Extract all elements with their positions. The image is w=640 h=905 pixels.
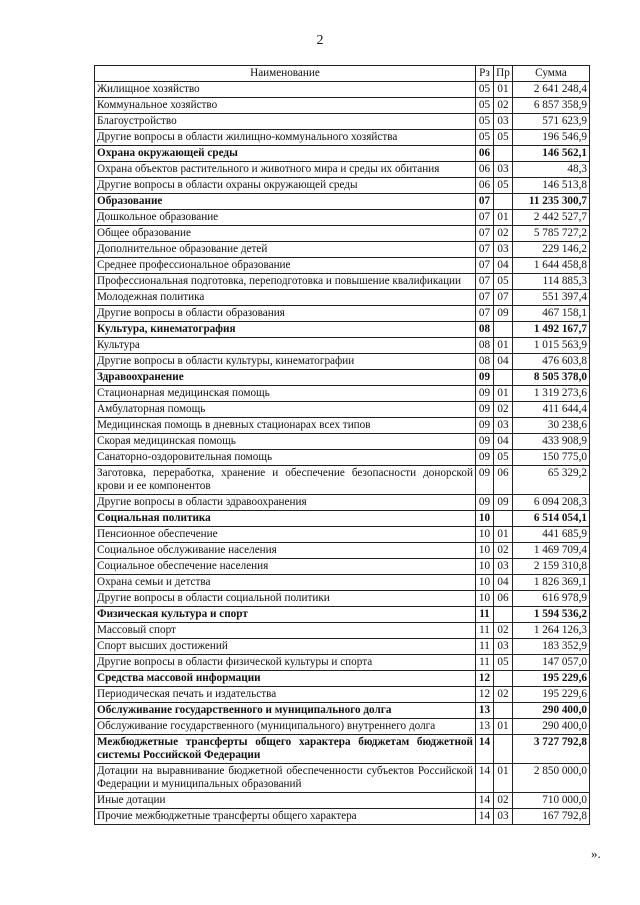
- row-name-cell: Другие вопросы в области физической культуры и спорта: [95, 655, 476, 671]
- table-row: [95, 306, 590, 322]
- row-sum-cell: 571 623,9: [513, 114, 590, 130]
- row-name-cell: Среднее профессиональное образование: [95, 258, 476, 274]
- row-name-cell: Массовый спорт: [95, 623, 476, 639]
- row-name-cell: Другие вопросы в области охраны окружающей среды: [95, 178, 476, 194]
- row-sum-cell: 441 685,9: [513, 527, 590, 543]
- row-rz-cell: 07: [476, 194, 494, 210]
- row-pr-cell: 05: [494, 450, 513, 466]
- row-sum-cell: 195 229,6: [513, 687, 590, 703]
- table-body: [95, 82, 590, 825]
- table-row: [95, 354, 590, 370]
- row-name-cell: Здравоохранение: [95, 370, 476, 386]
- row-rz-cell: 05: [476, 98, 494, 114]
- row-name-cell: Дотации на выравнивание бюджетной обеспеченности субъектов Российской Федерации и муниципальных образований: [95, 764, 476, 793]
- table-row: [95, 655, 590, 671]
- table-row: [95, 402, 590, 418]
- row-pr-cell: 07: [494, 290, 513, 306]
- row-pr-cell: [494, 511, 513, 527]
- row-rz-cell: 06: [476, 162, 494, 178]
- row-pr-cell: 02: [494, 98, 513, 114]
- row-rz-cell: 13: [476, 703, 494, 719]
- row-rz-cell: 10: [476, 543, 494, 559]
- table-row: [95, 809, 590, 825]
- row-rz-cell: 05: [476, 82, 494, 98]
- row-pr-cell: 01: [494, 764, 513, 793]
- row-sum-cell: 551 397,4: [513, 290, 590, 306]
- table-row: [95, 386, 590, 402]
- row-sum-cell: 5 785 727,2: [513, 226, 590, 242]
- row-name-cell: Другие вопросы в области здравоохранения: [95, 495, 476, 511]
- table-row: [95, 639, 590, 655]
- section-row: [95, 194, 590, 210]
- row-rz-cell: 07: [476, 226, 494, 242]
- row-name-cell: Стационарная медицинская помощь: [95, 386, 476, 402]
- row-rz-cell: 07: [476, 258, 494, 274]
- row-rz-cell: 05: [476, 130, 494, 146]
- row-pr-cell: 04: [494, 434, 513, 450]
- row-name-cell: Периодическая печать и издательства: [95, 687, 476, 703]
- row-sum-cell: 710 000,0: [513, 793, 590, 809]
- row-name-cell: Скорая медицинская помощь: [95, 434, 476, 450]
- row-rz-cell: 10: [476, 559, 494, 575]
- row-sum-cell: 196 546,9: [513, 130, 590, 146]
- row-name-cell: Культура: [95, 338, 476, 354]
- row-pr-cell: 01: [494, 82, 513, 98]
- row-rz-cell: 09: [476, 418, 494, 434]
- row-rz-cell: 07: [476, 290, 494, 306]
- row-pr-cell: 09: [494, 495, 513, 511]
- section-row: [95, 607, 590, 623]
- table-row: [95, 178, 590, 194]
- row-pr-cell: 01: [494, 386, 513, 402]
- row-name-cell: Социальное обеспечение населения: [95, 559, 476, 575]
- row-rz-cell: 09: [476, 495, 494, 511]
- row-rz-cell: 14: [476, 809, 494, 825]
- row-rz-cell: 11: [476, 655, 494, 671]
- row-name-cell: Социальное обслуживание населения: [95, 543, 476, 559]
- row-pr-cell: 03: [494, 809, 513, 825]
- row-name-cell: Охрана семьи и детства: [95, 575, 476, 591]
- row-pr-cell: 01: [494, 527, 513, 543]
- table-row: [95, 98, 590, 114]
- table-row: [95, 623, 590, 639]
- row-pr-cell: 04: [494, 354, 513, 370]
- table-row: [95, 559, 590, 575]
- row-pr-cell: 05: [494, 274, 513, 290]
- table-row: [95, 130, 590, 146]
- header-rz: Рз: [476, 66, 494, 82]
- table-row: [95, 495, 590, 511]
- row-name-cell: Другие вопросы в области культуры, кинематографии: [95, 354, 476, 370]
- row-rz-cell: 10: [476, 591, 494, 607]
- table-row: [95, 274, 590, 290]
- budget-table: [94, 65, 590, 825]
- row-name-cell: Амбулаторная помощь: [95, 402, 476, 418]
- row-rz-cell: 06: [476, 146, 494, 162]
- row-sum-cell: 183 352,9: [513, 639, 590, 655]
- row-rz-cell: 14: [476, 764, 494, 793]
- row-pr-cell: 05: [494, 130, 513, 146]
- row-pr-cell: 06: [494, 466, 513, 495]
- row-sum-cell: 1 492 167,7: [513, 322, 590, 338]
- row-pr-cell: 04: [494, 258, 513, 274]
- table-row: [95, 719, 590, 735]
- row-rz-cell: 09: [476, 402, 494, 418]
- table-row: [95, 258, 590, 274]
- row-pr-cell: 02: [494, 543, 513, 559]
- table-row: [95, 687, 590, 703]
- header-sum: Сумма: [513, 66, 590, 82]
- row-name-cell: Охрана объектов растительного и животного мира и среды их обитания: [95, 162, 476, 178]
- row-name-cell: Межбюджетные трансферты общего характера бюджетам бюджетной системы Российской Федерации: [95, 735, 476, 764]
- row-pr-cell: [494, 194, 513, 210]
- row-name-cell: Заготовка, переработка, хранение и обеспечение безопасности донорской крови и ее компонентов: [95, 466, 476, 495]
- row-pr-cell: [494, 671, 513, 687]
- table-row: [95, 764, 590, 793]
- row-name-cell: Другие вопросы в области образования: [95, 306, 476, 322]
- row-rz-cell: 10: [476, 527, 494, 543]
- table-row: [95, 793, 590, 809]
- row-sum-cell: 2 850 000,0: [513, 764, 590, 793]
- row-pr-cell: [494, 703, 513, 719]
- row-pr-cell: 02: [494, 402, 513, 418]
- row-sum-cell: 146 513,8: [513, 178, 590, 194]
- row-name-cell: Другие вопросы в области жилищно-коммунального хозяйства: [95, 130, 476, 146]
- row-name-cell: Средства массовой информации: [95, 671, 476, 687]
- row-rz-cell: 14: [476, 793, 494, 809]
- row-rz-cell: 10: [476, 511, 494, 527]
- row-rz-cell: 12: [476, 687, 494, 703]
- row-pr-cell: [494, 370, 513, 386]
- row-name-cell: Дополнительное образование детей: [95, 242, 476, 258]
- row-sum-cell: 30 238,6: [513, 418, 590, 434]
- row-pr-cell: 09: [494, 306, 513, 322]
- row-sum-cell: 467 158,1: [513, 306, 590, 322]
- row-sum-cell: 2 159 310,8: [513, 559, 590, 575]
- row-pr-cell: [494, 735, 513, 764]
- row-sum-cell: 11 235 300,7: [513, 194, 590, 210]
- row-sum-cell: 167 792,8: [513, 809, 590, 825]
- row-name-cell: Благоустройство: [95, 114, 476, 130]
- row-rz-cell: 08: [476, 322, 494, 338]
- row-sum-cell: 65 329,2: [513, 466, 590, 495]
- row-name-cell: Обслуживание государственного и муниципального долга: [95, 703, 476, 719]
- row-pr-cell: [494, 322, 513, 338]
- row-rz-cell: 11: [476, 623, 494, 639]
- row-sum-cell: 2 641 248,4: [513, 82, 590, 98]
- row-name-cell: Обслуживание государственного (муниципального) внутреннего долга: [95, 719, 476, 735]
- row-pr-cell: 05: [494, 655, 513, 671]
- row-rz-cell: 09: [476, 386, 494, 402]
- row-pr-cell: 01: [494, 210, 513, 226]
- row-pr-cell: 02: [494, 623, 513, 639]
- section-row: [95, 703, 590, 719]
- row-sum-cell: 6 094 208,3: [513, 495, 590, 511]
- row-pr-cell: 02: [494, 687, 513, 703]
- row-rz-cell: 07: [476, 210, 494, 226]
- row-sum-cell: 1 264 126,3: [513, 623, 590, 639]
- section-row: [95, 671, 590, 687]
- row-sum-cell: 6 857 358,9: [513, 98, 590, 114]
- row-name-cell: Общее образование: [95, 226, 476, 242]
- row-pr-cell: 01: [494, 338, 513, 354]
- row-sum-cell: 2 442 527,7: [513, 210, 590, 226]
- table-row: [95, 575, 590, 591]
- row-sum-cell: 146 562,1: [513, 146, 590, 162]
- section-row: [95, 370, 590, 386]
- row-name-cell: Иные дотации: [95, 793, 476, 809]
- row-rz-cell: 12: [476, 671, 494, 687]
- table-row: [95, 82, 590, 98]
- row-sum-cell: 150 775,0: [513, 450, 590, 466]
- row-sum-cell: 476 603,8: [513, 354, 590, 370]
- row-pr-cell: [494, 607, 513, 623]
- row-sum-cell: 1 319 273,6: [513, 386, 590, 402]
- row-rz-cell: 09: [476, 466, 494, 495]
- row-rz-cell: 06: [476, 178, 494, 194]
- row-rz-cell: 09: [476, 370, 494, 386]
- row-pr-cell: 05: [494, 178, 513, 194]
- section-row: [95, 146, 590, 162]
- row-pr-cell: 06: [494, 591, 513, 607]
- row-sum-cell: 3 727 792,8: [513, 735, 590, 764]
- table-row: [95, 290, 590, 306]
- row-name-cell: Культура, кинематография: [95, 322, 476, 338]
- row-name-cell: Социальная политика: [95, 511, 476, 527]
- header-pr: Пр: [494, 66, 513, 82]
- row-pr-cell: 03: [494, 639, 513, 655]
- row-rz-cell: 09: [476, 434, 494, 450]
- table-header-row: [95, 66, 590, 82]
- header-name: Наименование: [95, 66, 476, 82]
- row-sum-cell: 290 400,0: [513, 703, 590, 719]
- row-pr-cell: 02: [494, 226, 513, 242]
- row-rz-cell: 09: [476, 450, 494, 466]
- row-rz-cell: 14: [476, 735, 494, 764]
- row-sum-cell: 433 908,9: [513, 434, 590, 450]
- section-row: [95, 511, 590, 527]
- row-name-cell: Коммунальное хозяйство: [95, 98, 476, 114]
- row-pr-cell: 02: [494, 793, 513, 809]
- table-row: [95, 210, 590, 226]
- table-row: [95, 162, 590, 178]
- row-name-cell: Пенсионное обеспечение: [95, 527, 476, 543]
- row-sum-cell: 1 826 369,1: [513, 575, 590, 591]
- row-name-cell: Физическая культура и спорт: [95, 607, 476, 623]
- row-sum-cell: 1 015 563,9: [513, 338, 590, 354]
- row-sum-cell: 6 514 054,1: [513, 511, 590, 527]
- row-rz-cell: 10: [476, 575, 494, 591]
- row-sum-cell: 1 594 536,2: [513, 607, 590, 623]
- table-row: [95, 242, 590, 258]
- table-row: [95, 527, 590, 543]
- row-rz-cell: 11: [476, 639, 494, 655]
- row-pr-cell: [494, 146, 513, 162]
- page-number: 2: [316, 33, 324, 48]
- row-name-cell: Санаторно-оздоровительная помощь: [95, 450, 476, 466]
- row-pr-cell: 01: [494, 719, 513, 735]
- table-row: [95, 543, 590, 559]
- row-name-cell: Другие вопросы в области социальной политики: [95, 591, 476, 607]
- row-sum-cell: 616 978,9: [513, 591, 590, 607]
- row-rz-cell: 11: [476, 607, 494, 623]
- row-name-cell: Спорт высших достижений: [95, 639, 476, 655]
- row-pr-cell: 03: [494, 242, 513, 258]
- row-name-cell: Жилищное хозяйство: [95, 82, 476, 98]
- row-sum-cell: 411 644,4: [513, 402, 590, 418]
- row-sum-cell: 1 469 709,4: [513, 543, 590, 559]
- section-row: [95, 735, 590, 764]
- row-sum-cell: 8 505 378,0: [513, 370, 590, 386]
- row-sum-cell: 229 146,2: [513, 242, 590, 258]
- row-name-cell: Профессиональная подготовка, переподготовка и повышение квалификации: [95, 274, 476, 290]
- row-rz-cell: 08: [476, 338, 494, 354]
- row-name-cell: Охрана окружающей среды: [95, 146, 476, 162]
- table-row: [95, 418, 590, 434]
- row-rz-cell: 07: [476, 242, 494, 258]
- table-row: [95, 450, 590, 466]
- row-name-cell: Молодежная политика: [95, 290, 476, 306]
- row-sum-cell: 48,3: [513, 162, 590, 178]
- row-sum-cell: 114 885,3: [513, 274, 590, 290]
- table-row: [95, 591, 590, 607]
- row-name-cell: Дошкольное образование: [95, 210, 476, 226]
- row-pr-cell: 03: [494, 114, 513, 130]
- table-row: [95, 338, 590, 354]
- row-pr-cell: 03: [494, 418, 513, 434]
- row-rz-cell: 13: [476, 719, 494, 735]
- row-pr-cell: 03: [494, 162, 513, 178]
- row-rz-cell: 05: [476, 114, 494, 130]
- row-pr-cell: 03: [494, 559, 513, 575]
- row-sum-cell: 147 057,0: [513, 655, 590, 671]
- table-row: [95, 434, 590, 450]
- row-name-cell: Медицинская помощь в дневных стационарах всех типов: [95, 418, 476, 434]
- row-rz-cell: 07: [476, 274, 494, 290]
- row-sum-cell: 290 400,0: [513, 719, 590, 735]
- row-rz-cell: 08: [476, 354, 494, 370]
- row-sum-cell: 195 229,6: [513, 671, 590, 687]
- table-row: [95, 114, 590, 130]
- closing-quote-mark: ».: [591, 846, 601, 861]
- table-row: [95, 466, 590, 495]
- row-sum-cell: 1 644 458,8: [513, 258, 590, 274]
- row-name-cell: Образование: [95, 194, 476, 210]
- row-name-cell: Прочие межбюджетные трансферты общего характера: [95, 809, 476, 825]
- table-row: [95, 226, 590, 242]
- row-rz-cell: 07: [476, 306, 494, 322]
- section-row: [95, 322, 590, 338]
- row-pr-cell: 04: [494, 575, 513, 591]
